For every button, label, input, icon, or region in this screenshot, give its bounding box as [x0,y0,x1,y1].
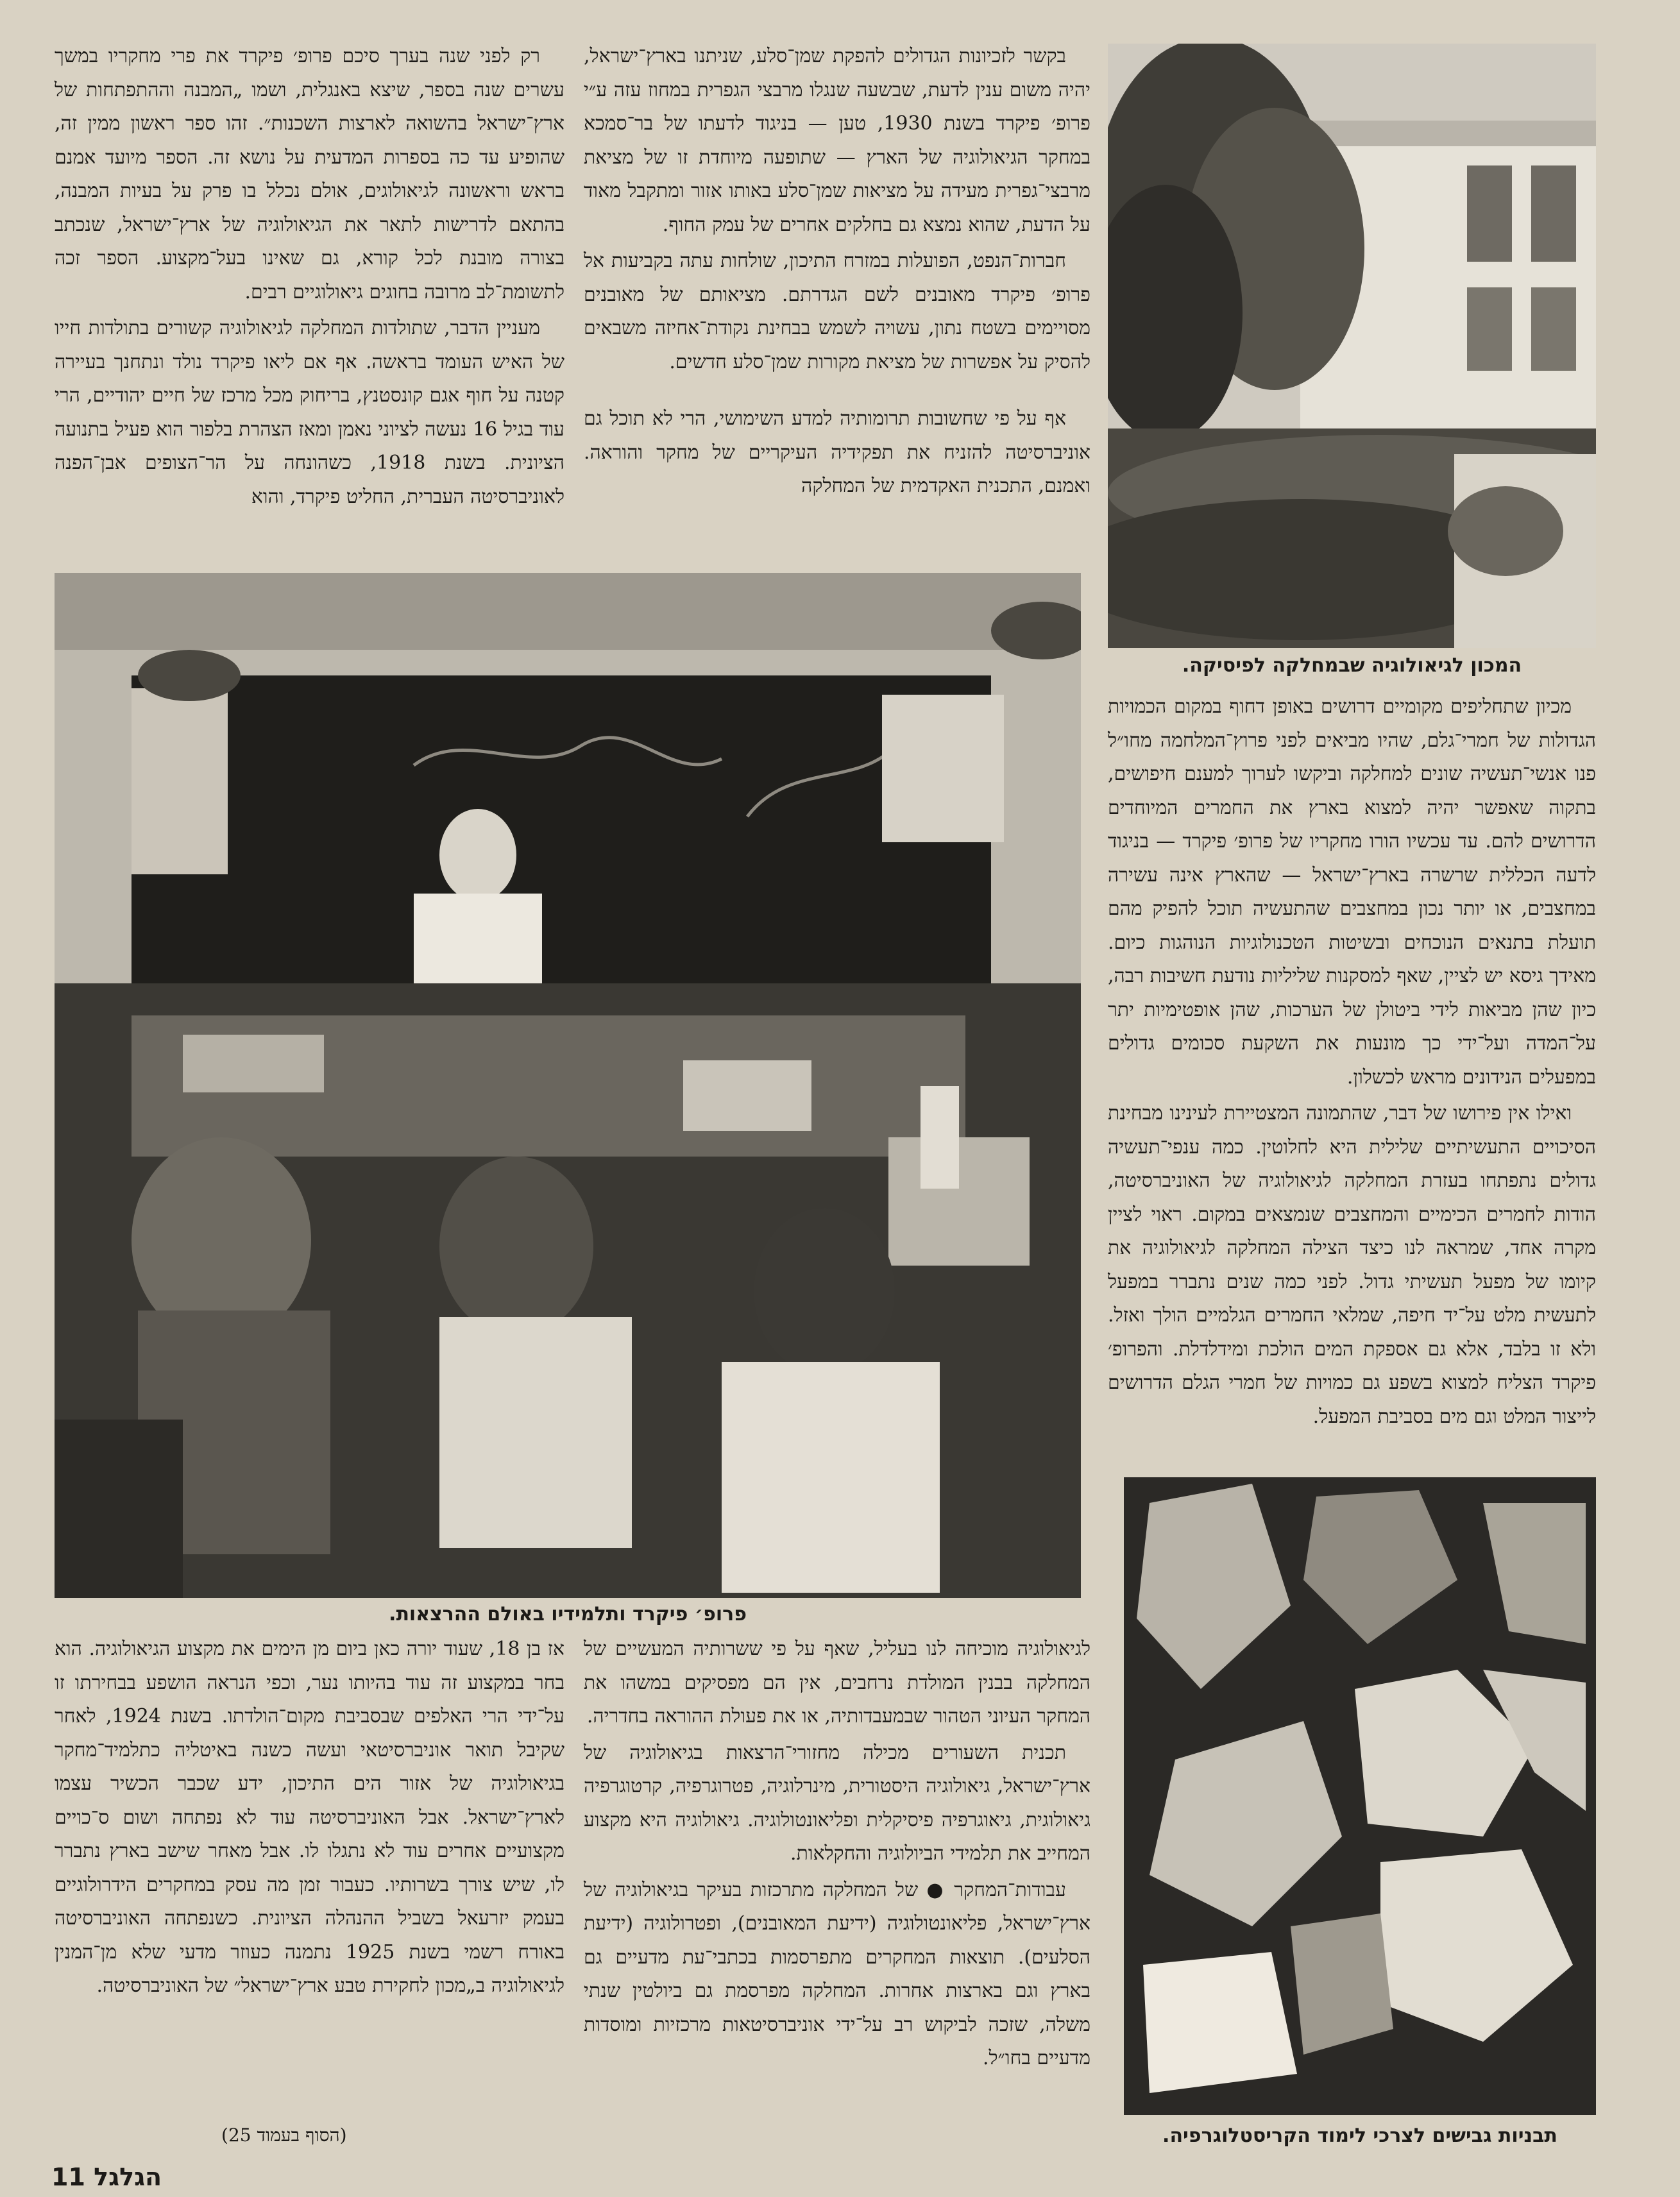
crystals-caption: תבניות גבישים לצרכי לימוד הקריסטלוגרפיה. [1162,2125,1557,2147]
classroom-caption: פרופ׳ פיקרד ותלמידיו באולם ההרצאות. [389,1603,747,1625]
continued-note: (הסוף בעמוד 25) [221,2125,347,2146]
paragraph: עבודות־המחקר ● של המחלקה מתרכזות בעיקר בגיאולוגיה של ארץ־ישראל, פליאונטולוגיה (ידיעת המאובנים), ופטרולוגיה (ידיעת הסלעים). תוצאות המחקרים מתפרסמות בכתבי־עת מדעיים גם בארץ וגם בארצות אחרות. המחלקה מפרסמת גם ביולטין שנתי משלה, שזכה לביקוש רב על־ידי אוניברסיטאות מרכזיות ומוסדות מדעיים בחו״ל. [584,1878,1090,2069]
paragraph: חברות־הנפט, הפועלות במזרח התיכון, שולחות עתה בקביעות אל פרופ׳ פיקרד מאובנים לשם הגדרתם. מציאותם של מאובנים מסויימים בשטח נתון, עשויה לשמש בבחינת נקודת־אחיזה משבאים להסיק על אפשרות של מציאת מקורות שמן־סלע חדשים. [584,250,1090,373]
building-photo [1108,44,1596,648]
text-col-bottom-center [584,1633,1090,2078]
paragraph: אף על פי שחשובות תרומותיה למדע השימושי, הרי לא תוכל גם אוניברסיטה להזניח את תפקידיה העיקריים של מחקר והוראה. ואמנם, התכנית האקדמית של המחלקה [584,407,1091,497]
building-caption: המכון לגיאולוגיה שבמחלקה לפיסיקה. [1182,654,1522,677]
text-col-bottom-left [55,1633,564,2006]
crystals-photo [1124,1477,1596,2115]
paragraph: אז בן 18, שעוד יורה כאן ביום מן הימים את מקצוע הגיאולוגיה. הוא בחר במקצוע זה עוד בהיותו נער, וכפי הנראה הושפע בבחירתו זו על־ידי הרי האלפים שבסביבת מקום־הולדתו. בשנת 1924, לאחר שקיבל תואר אוניברסיטאי ועשה כשנה באיטליה כתלמיד־מחקר בגיאולוגיה של אזור הים התיכון, ידע שכבר הכשיר עצמו לארץ־ישראל. אבל האוניברסיטה עוד לא נפתחה ושום ס־כויים מקצועיים אחרים עוד לא נתגלו לו. אבל מאחר שישב בארץ נתברר לו, שיש צורך בשרותיו. כעבור זמן מה עסק במחקרים הידרולוגיים בעמק יזרעאל בשביל ההנהלה הציונית. כשנפתחה האוניברסיטה באורח רשמי בשנת 1925 נתמנה כעוזר מדעי שלא מן־המנין לגיאולוגיה ב„מכון לחקירת טבע ארץ־ישראל״ של האוניברסיטה. [55,1638,565,1997]
crystals-photo-image [1124,1477,1596,2115]
paragraph: לגיאולוגיה מוכיחה לנו בעליל, שאף על פי ששרותיה המעשיים של המחלקה בבנין המולדת נרחבים, אין הם מפסיקים במשהו את המחקר העיוני הטהור שבמעבדותיה, או את פעולת ההוראה בחדריה. [584,1638,1090,1727]
paragraph: רק לפני שנה בערך סיכם פרופ׳ פיקרד את פרי מחקריו במשך עשרים שנה בספר, שיצא באנגלית, ושמו „המבנה וההתפתחות של ארץ־ישראל בהשואה לארצות השכנות״. זהו ספר ראשון ממין זה, שהופיע עד כה בספרות המדעית על נושא זה. הספר מיועד אמנם בראש וראשונה לגיאולוגים, אולם נכלל בו פרק על בעיות המבנה, בהתאם לדרישות לתאר את הגיאולוגיה של ארץ־ישראל, שנכתב בצורה מובנת לכל קורא, גם שאינו בעל־מקצוע. הספר זכה לתשומת־לב מרובה בחוגים גיאולוגיים רבים. [55,45,564,303]
building-photo-image [1108,44,1596,648]
classroom-photo [55,573,1081,1598]
paragraph: ואילו אין פירושו של דבר, שהתמונה המצטיירת לעינינו מבחינת הסיכויים התעשיתיים שלילית היא לחלוטין. כמה ענפי־תעשיה גדולים נתפתחו בעזרת המחלקה לגיאולוגיה של האוניברסיטה, הודות לחמרים הכימיים והמחצבים שנמצאים במקום. ראוי לציין מקרה אחד, שמראה לנו כיצד הצילה המחלקה לגיאולוגיה את קיומו של מפעל תעשיתי גדול. לפני כמה שנים נתברר במפעל לתעשית מלט על־יד חיפה, שמלאי החמרים הגלמיים הולך ואזל. ולא זו בלבד, אלא גם אספקת המים הולכת ומידלדלת. והפרופ׳ פיקרד הצליח למצוא בשפע גם כמויות של חמרי הגלם הדרושים לייצור המלט וגם מים בסביבת המפעל. [1108,1102,1596,1428]
page-number: 11 [51,2163,85,2191]
classroom-photo-image [55,573,1081,1598]
paragraph: מכיון שתחליפים מקומיים דרושים באופן דחוף במקום הכמויות הגדולות של חמרי־גלם, שהיו מביאים לפני פרוץ־המלחמה מחו״ל פנו אנשי־תעשיה שונים למחלקה וביקשו לערוך למענם חיפושים, בתקוה שאפשר יהיה למצוא בארץ את החמרים המיוחדים הדרושים להם. עד עכשיו הורו מחקריו של פרופ׳ פיקרד — בניגוד לדעה הכללית שרשרה בארץ־ישראל — שהארץ אינה עשירה במחצבים, או יותר נכון במחצבים שהתעשיה תוכל להפיק מהם תועלת בתנאים הנוכחים ובשיטות הטכנולוגיות הנוהגות כיום. מאידך גיסא יש לציין, שאף למסקנות שליליות נודעת חשיבות רבה, כיון שהן מביאות לידי ביטולן של הערכות, שהן אופטימיות יתר על־המדה ועל־ידי כך מונעות את השקעת סכומים גדולים במפעלים הנידונים מראש לכשלון. [1108,695,1596,1089]
text-col-right-mid [1108,690,1596,1436]
text-col-top-left [55,40,564,516]
page-footer [51,2163,162,2191]
paragraph: תכנית השעורים מכילה מחזורי־הרצאות בגיאולוגיה של ארץ־ישראל, גיאולוגיה היסטורית, מינרלוגיה, פטרוגרפיה, קרטוגרפיה גיאולוגית, גיאוגרפיה פיסיקלית ופליאונטולוגיה. גיאולוגיה היא מקצוע המחייב את תלמידי הביולוגיה והחקלאות. [584,1741,1090,1865]
magazine-name: הגלגל [94,2163,162,2191]
paragraph: בקשר לזכיונות הגדולים להפקת שמן־סלע, שניתנו בארץ־ישראל, יהיה משום ענין לדעת, שבשעה שנגלו מרבצי הגפרית במחוז עזה ע״י פרופ׳ פיקרד בשנת 1930, טען — בניגוד לדעתו של בר־סמכא במחקר הגיאולוגיה של הארץ — שתופעה מיוחדת זו של מציאת מרבצי־גפרית מעידה על מציאות שמן־סלע באותו אזור ומתקבל מאוד על הדעת, שהוא נמצא גם בחלקים אחרים של עמק החוף. [584,45,1090,236]
paragraph: מעניין הדבר, שתולדות המחלקה לגיאולוגיה קשורים בתולדות חייו של האיש העומד בראשה. אף אם ליאו פיקרד נולד ונתחנך בעיירה קטנה על חוף אגם קונסטנץ, בריחוק מכל מרכז של חיים יהודיים, הרי עוד בגיל 16 נעשה לציוני נאמן ומאז הצהרת בלפור הוא פעיל בתנועה הציונית. בשנת 1918, כשהונחה על הר־הצופים אבן־הפנה לאוניברסיטה העברית, החליט פיקרד, והוא [55,317,564,508]
text-col-top-right [584,40,1090,506]
